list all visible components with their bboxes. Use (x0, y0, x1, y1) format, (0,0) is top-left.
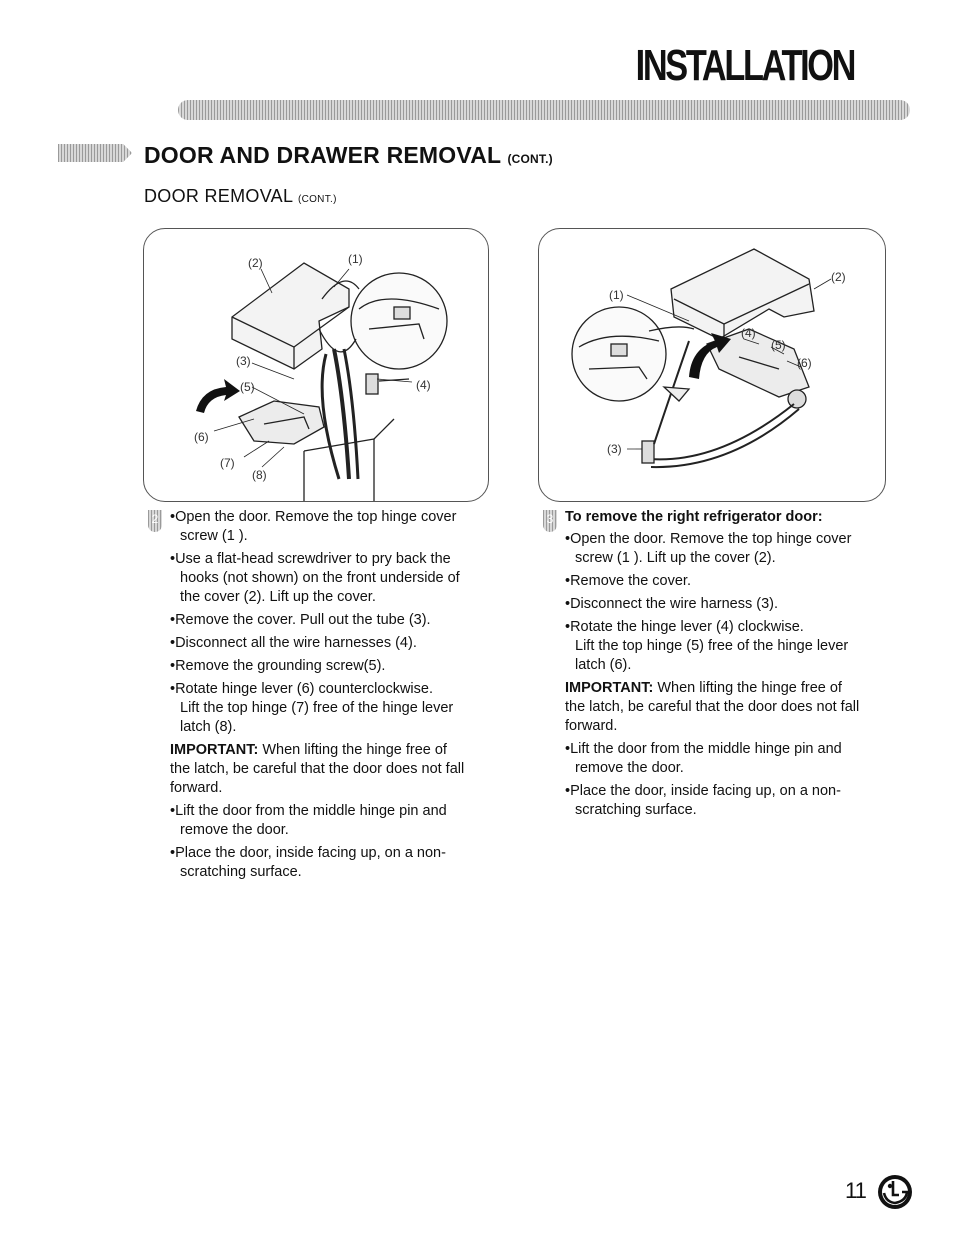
instruction-bullet (170, 802, 498, 840)
instruction-line: Rotate hinge lever (6) counterclockwise. (175, 681, 433, 697)
important-note (565, 679, 893, 736)
instruction-line: Remove the grounding screw(5). (175, 658, 386, 674)
instruction-line: Remove the cover. (570, 573, 691, 589)
instruction-line: remove the door. (575, 760, 684, 776)
instruction-bullet (170, 657, 498, 676)
instruction-line: scratching surface. (575, 802, 697, 818)
instruction-bullet (170, 844, 498, 882)
important-note (170, 741, 498, 798)
instruction-line: the cover (2). Lift up the cover. (180, 589, 376, 605)
instruction-line: remove the door. (180, 822, 289, 838)
instruction-bullet (170, 611, 498, 630)
instruction-line: Lift the top hinge (5) free of the hinge lever (575, 638, 849, 654)
instruction-line: screw (1 ). Lift up the cover (2). (575, 550, 776, 566)
instruction-line: Disconnect the wire harness (3). (570, 596, 778, 612)
step-3-heading: To remove the right refrigerator door: (565, 509, 823, 525)
page-number: 11 (845, 1178, 866, 1203)
step-2-text (170, 508, 498, 882)
lg-logo-icon (876, 1173, 914, 1211)
instruction-bullet (170, 680, 498, 737)
title-bar (178, 100, 910, 120)
instruction-line: scratching surface. (180, 864, 302, 880)
instruction-line: Lift the top hinge (7) free of the hinge lever (180, 700, 454, 716)
counterclockwise-arrow-icon (196, 379, 240, 413)
step-3-instructions (543, 508, 893, 824)
important-line: forward. (565, 718, 618, 734)
callout-3: (3) (607, 442, 622, 456)
section-arrow-bar (58, 144, 132, 162)
callout-2: (2) (831, 270, 846, 284)
callout-7: (7) (220, 456, 235, 470)
instruction-bullet (565, 572, 893, 591)
instruction-bullet (565, 530, 893, 568)
instruction-bullet (170, 634, 498, 653)
page-title: INSTALLATION (635, 41, 854, 90)
section-title (144, 142, 553, 169)
callout-4: (4) (741, 326, 756, 340)
instruction-line: Place the door, inside facing up, on a non- (570, 783, 841, 799)
callout-3: (3) (236, 354, 251, 368)
callout-4: (4) (416, 378, 431, 392)
important-line: forward. (170, 780, 223, 796)
instruction-line: Use a flat-head screwdriver to pry back the (175, 551, 451, 567)
instruction-line: latch (6). (575, 657, 632, 673)
instruction-line: Remove the cover. Pull out the tube (3). (175, 612, 431, 628)
step-number-badge: 3 (543, 510, 557, 532)
subsection-title-suffix: (CONT.) (297, 194, 337, 205)
step-3-text (565, 508, 893, 820)
instruction-line: Disconnect all the wire harnesses (4). (175, 635, 417, 651)
instruction-line: hooks (not shown) on the front underside of (180, 570, 460, 586)
callout-6: (6) (194, 430, 209, 444)
instruction-line: Open the door. Remove the top hinge cover (570, 531, 852, 547)
important-line: the latch, be careful that the door does not fall (565, 699, 860, 715)
instruction-bullet (565, 782, 893, 820)
callout-2: (2) (248, 256, 263, 270)
figure-left-hinge-diagram (143, 228, 489, 502)
instruction-bullet (565, 618, 893, 675)
instruction-line: Lift the door from the middle hinge pin and (570, 741, 842, 757)
step-2-instructions (148, 508, 498, 886)
instruction-bullet (565, 595, 893, 614)
callout-6: (6) (797, 356, 812, 370)
instruction-line: latch (8). (180, 719, 237, 735)
instruction-line: Place the door, inside facing up, on a non- (175, 845, 446, 861)
figure-right-hinge-diagram (538, 228, 886, 502)
instruction-line: screw (1 ). (180, 528, 248, 544)
callout-5: (5) (240, 380, 255, 394)
important-label: IMPORTANT: (170, 742, 259, 758)
figure-right-illustration (539, 229, 885, 501)
subsection-title-text: DOOR REMOVAL (144, 186, 293, 206)
step-number-badge: 2 (148, 510, 162, 532)
instruction-line: Open the door. Remove the top hinge cover (175, 509, 457, 525)
instruction-bullet (170, 508, 498, 546)
callout-8: (8) (252, 468, 267, 482)
subsection-title (144, 186, 337, 207)
callout-1: (1) (348, 252, 363, 266)
important-line: When lifting the hinge free of (258, 742, 447, 758)
instruction-bullet (565, 740, 893, 778)
instruction-line: Lift the door from the middle hinge pin and (175, 803, 447, 819)
instruction-bullet (170, 550, 498, 607)
callout-5: (5) (771, 338, 786, 352)
important-line: When lifting the hinge free of (653, 680, 842, 696)
instruction-line: Rotate the hinge lever (4) clockwise. (570, 619, 804, 635)
figure-left-illustration (144, 229, 488, 501)
section-title-suffix: (CONT.) (507, 152, 553, 166)
callout-1: (1) (609, 288, 624, 302)
important-label: IMPORTANT: (565, 680, 654, 696)
section-title-text: DOOR AND DRAWER REMOVAL (144, 142, 501, 168)
important-line: the latch, be careful that the door does not fall (170, 761, 465, 777)
